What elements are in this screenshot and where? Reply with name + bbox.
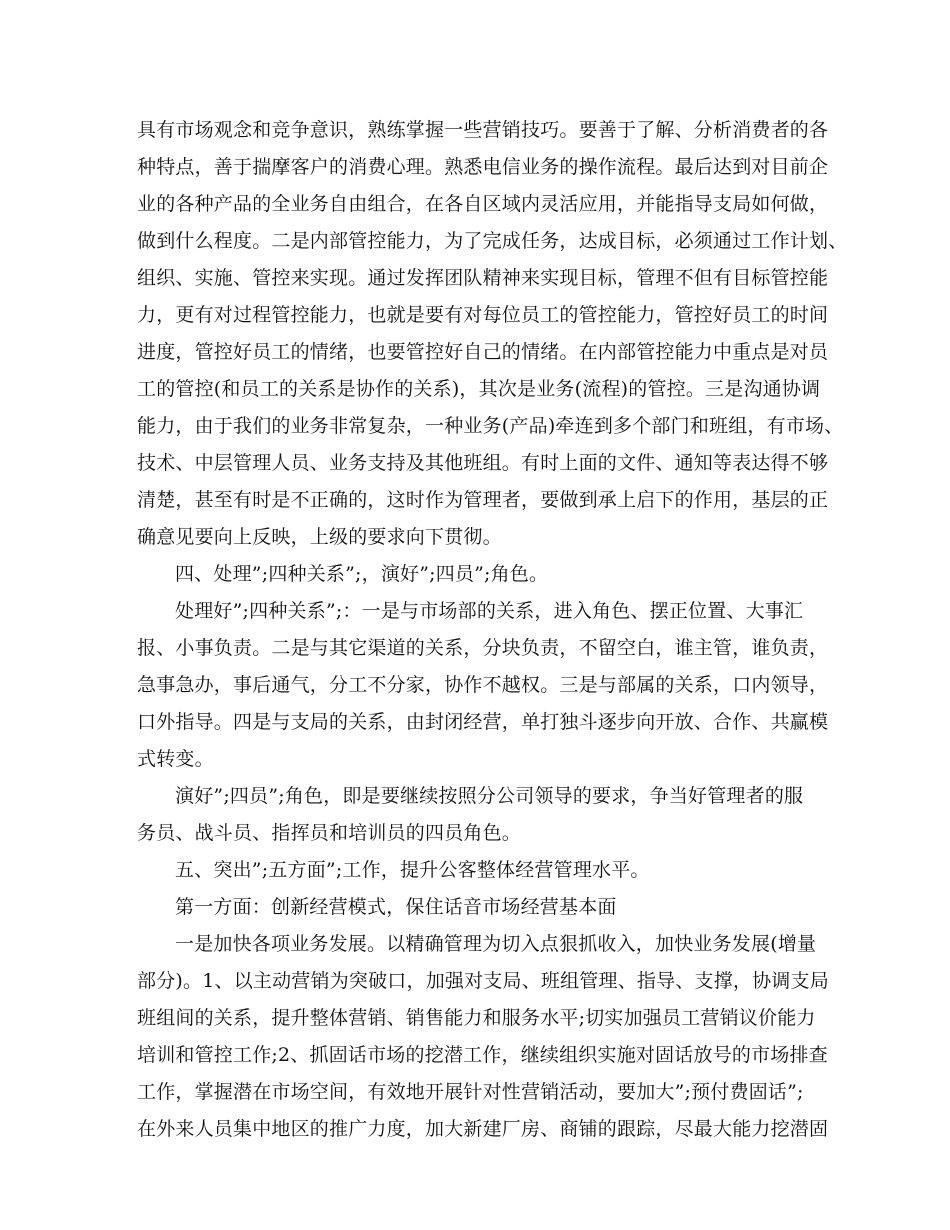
body-line: 清楚，甚至有时是不正确的，这时作为管理者，要做到承上启下的作用，基层的正 — [137, 489, 829, 511]
subsection-heading: 第一方面：创新经营模式，保住话音市场经营基本面 — [175, 896, 617, 918]
body-line: 演好”;四员”;角色，即是要继续按照分公司领导的要求，争当好管理者的服 — [175, 785, 804, 807]
section-heading: 四、处理”;四种关系”;，演好”;四员”;角色。 — [175, 563, 549, 585]
body-line: 工作，掌握潜在市场空间，有效地开展针对性营销活动，要加大”;预付费固话”; — [137, 1081, 804, 1103]
body-line: 务员、战斗员、指挥员和培训员的四员角色。 — [137, 822, 522, 844]
body-line: 种特点，善于揣摩客户的消费心理。熟悉电信业务的操作流程。最后达到对目前企 — [137, 156, 829, 178]
body-line: 做到什么程度。二是内部管控能力，为了完成任务，达成目标，必须通过工作计划、 — [137, 230, 848, 252]
body-line: 技术、中层管理人员、业务支持及其他班组。有时上面的文件、通知等表达得不够 — [137, 452, 829, 474]
body-line: 报、小事负责。二是与其它渠道的关系，分块负责，不留空白，谁主管，谁负责， — [137, 637, 829, 659]
body-line: 在外来人员集中地区的推广力度，加大新建厂房、商铺的跟踪，尽最大能力挖潜固 — [137, 1118, 829, 1140]
body-line: 组织、实施、管控来实现。通过发挥团队精神来实现目标，管理不但有目标管控能 — [137, 267, 829, 289]
body-line: 部分)。1、以主动营销为突破口，加强对支局、班组管理、指导、支撑，协调支局 — [137, 970, 829, 992]
body-line: 进度，管控好员工的情绪，也要管控好自己的情绪。在内部管控能力中重点是对员 — [137, 341, 829, 363]
body-line: 力，更有对过程管控能力，也就是要有对每位员工的管控能力，管控好员工的时间 — [137, 304, 829, 326]
body-line: 培训和管控工作;2、抓固话市场的挖潜工作，继续组织实施对固话放号的市场排查 — [137, 1044, 828, 1066]
body-line: 式转变。 — [137, 748, 214, 770]
body-line: 业的各种产品的全业务自由组合，在各自区域内灵活应用，并能指导支局如何做， — [137, 193, 829, 215]
body-line: 急事急办，事后通气，分工不分家，协作不越权。三是与部属的关系，口内领导， — [137, 674, 829, 696]
body-line: 具有市场观念和竞争意识，熟练掌握一些营销技巧。要善于了解、分析消费者的各 — [137, 119, 829, 141]
body-line: 工的管控(和员工的关系是协作的关系)，其次是业务(流程)的管控。三是沟通协调 — [137, 378, 821, 400]
body-line: 确意见要向上反映，上级的要求向下贯彻。 — [137, 526, 502, 548]
section-heading: 五、突出”;五方面”;工作，提升公客整体经营管理水平。 — [175, 859, 650, 881]
body-line: 能力，由于我们的业务非常复杂，一种业务(产品)牵连到多个部门和班组，有市场、 — [137, 415, 844, 437]
body-line: 口外指导。四是与支局的关系，由封闭经营，单打独斗逐步向开放、合作、共赢模 — [137, 711, 829, 733]
body-line: 一是加快各项业务发展。以精确管理为切入点狠抓收入，加快业务发展(增量 — [175, 933, 817, 955]
body-line: 班组间的关系，提升整体营销、销售能力和服务水平;切实加强员工营销议价能力 — [137, 1007, 816, 1029]
body-line: 处理好”;四种关系”;：一是与市场部的关系，进入角色、摆正位置、大事汇 — [175, 600, 804, 622]
